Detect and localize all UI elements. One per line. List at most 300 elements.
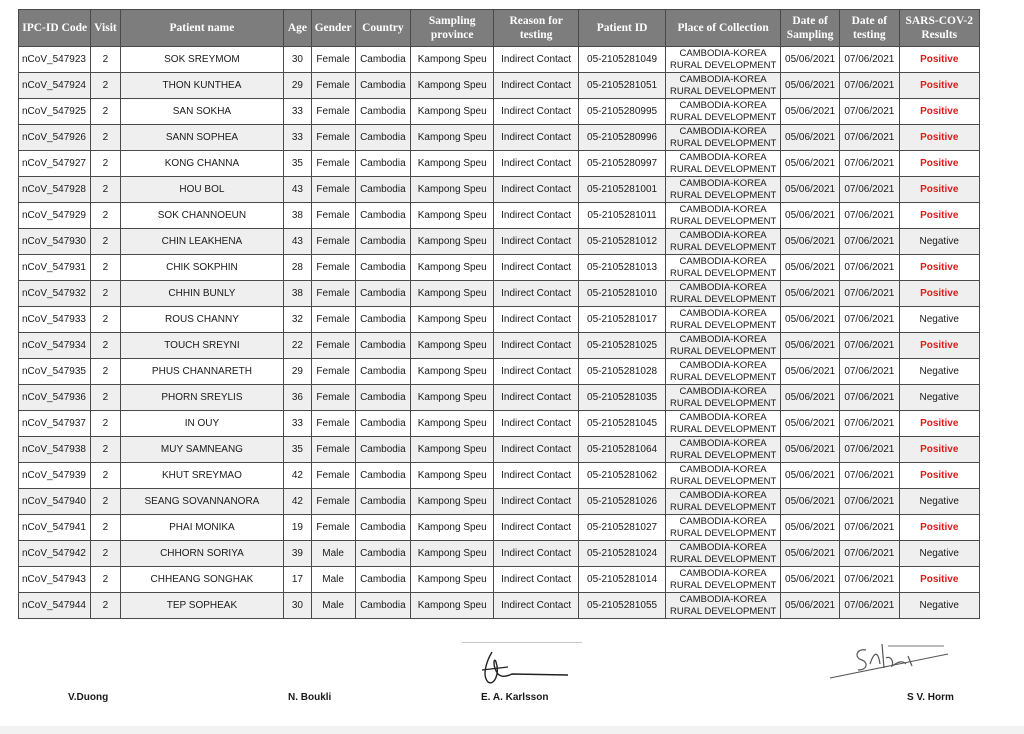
cell-place-line1: CAMBODIA-KOREA: [679, 100, 767, 111]
cell-place-line1: CAMBODIA-KOREA: [679, 308, 767, 319]
cell-date-sampling: 05/06/2021: [780, 333, 839, 359]
cell-date-sampling: 05/06/2021: [780, 489, 839, 515]
cell-reason: Indirect Contact: [494, 47, 578, 73]
cell-place-line2: RURAL DEVELOPMENT: [669, 580, 777, 591]
cell-place-line2: RURAL DEVELOPMENT: [669, 320, 777, 331]
cell-result: Negative: [899, 307, 980, 333]
cell-patient-name: PHUS CHANNARETH: [120, 359, 284, 385]
table-row: [19, 385, 980, 411]
cell-date-testing: 07/06/2021: [840, 541, 899, 567]
cell-date-sampling: 05/06/2021: [780, 411, 839, 437]
cell-result: Positive: [899, 151, 980, 177]
cell-patient-id: 05-2105281011: [578, 203, 665, 229]
cell-date-sampling: 05/06/2021: [780, 463, 839, 489]
cell-province: Kampong Speu: [411, 333, 494, 359]
cell-date-testing: 07/06/2021: [840, 125, 899, 151]
cell-country: Cambodia: [355, 255, 410, 281]
cell-province: Kampong Speu: [411, 541, 494, 567]
cell-visit: 2: [91, 125, 120, 151]
cell-gender: Female: [311, 515, 355, 541]
cell-place-line1: CAMBODIA-KOREA: [679, 568, 767, 579]
col-header-sampling-province: Sampling province: [411, 10, 494, 47]
cell-reason: Indirect Contact: [494, 99, 578, 125]
cell-gender: Female: [311, 47, 355, 73]
cell-patient-name: IN OUY: [120, 411, 284, 437]
cell-place-line1: CAMBODIA-KOREA: [679, 490, 767, 501]
cell-age: 22: [284, 333, 311, 359]
col-header-result: SARS-COV-2 Results: [899, 10, 980, 47]
cell-gender: Female: [311, 255, 355, 281]
cell-country: Cambodia: [355, 125, 410, 151]
cell-date-testing: 07/06/2021: [840, 177, 899, 203]
cell-age: 19: [284, 515, 311, 541]
cell-result: Positive: [899, 125, 980, 151]
cell-ipc-id: nCoV_547932: [19, 281, 91, 307]
cell-place-line1: CAMBODIA-KOREA: [679, 126, 767, 137]
cell-patient-id: 05-2105280997: [578, 151, 665, 177]
cell-reason: Indirect Contact: [494, 307, 578, 333]
cell-place-line2: RURAL DEVELOPMENT: [669, 372, 777, 383]
cell-place-line2: RURAL DEVELOPMENT: [669, 606, 777, 617]
cell-place: [666, 437, 781, 463]
col-header-date-sampling: Date of Sampling: [780, 10, 839, 47]
cell-place-line2: RURAL DEVELOPMENT: [669, 268, 777, 279]
cell-date-testing: 07/06/2021: [840, 411, 899, 437]
cell-gender: Female: [311, 177, 355, 203]
cell-gender: Male: [311, 567, 355, 593]
table-row: [19, 47, 980, 73]
cell-place-line1: CAMBODIA-KOREA: [679, 334, 767, 345]
cell-patient-id: 05-2105281017: [578, 307, 665, 333]
cell-visit: 2: [91, 99, 120, 125]
cell-gender: Female: [311, 489, 355, 515]
cell-patient-name: SEANG SOVANNANORA: [120, 489, 284, 515]
cell-visit: 2: [91, 385, 120, 411]
cell-place: [666, 47, 781, 73]
cell-visit: 2: [91, 437, 120, 463]
cell-province: Kampong Speu: [411, 437, 494, 463]
cell-place: [666, 593, 781, 619]
cell-ipc-id: nCoV_547925: [19, 99, 91, 125]
cell-date-testing: 07/06/2021: [840, 151, 899, 177]
cell-place-line2: RURAL DEVELOPMENT: [669, 346, 777, 357]
cell-result: Negative: [899, 541, 980, 567]
cell-place: [666, 177, 781, 203]
cell-ipc-id: nCoV_547940: [19, 489, 91, 515]
cell-place-line1: CAMBODIA-KOREA: [679, 48, 767, 59]
cell-patient-id: 05-2105281012: [578, 229, 665, 255]
cell-country: Cambodia: [355, 515, 410, 541]
cell-patient-name: CHHORN SORIYA: [120, 541, 284, 567]
table-row: [19, 515, 980, 541]
cell-place-line1: CAMBODIA-KOREA: [679, 152, 767, 163]
cell-result: Negative: [899, 385, 980, 411]
cell-country: Cambodia: [355, 359, 410, 385]
cell-patient-id: 05-2105280995: [578, 99, 665, 125]
cell-age: 42: [284, 489, 311, 515]
cell-country: Cambodia: [355, 411, 410, 437]
cell-place-line2: RURAL DEVELOPMENT: [669, 86, 777, 97]
cell-reason: Indirect Contact: [494, 515, 578, 541]
cell-place-line2: RURAL DEVELOPMENT: [669, 242, 777, 253]
cell-reason: Indirect Contact: [494, 489, 578, 515]
cell-place: [666, 73, 781, 99]
cell-age: 35: [284, 437, 311, 463]
col-header-age: Age: [284, 10, 311, 47]
cell-place: [666, 411, 781, 437]
cell-ipc-id: nCoV_547933: [19, 307, 91, 333]
cell-patient-id: 05-2105281049: [578, 47, 665, 73]
cell-date-testing: 07/06/2021: [840, 99, 899, 125]
cell-ipc-id: nCoV_547931: [19, 255, 91, 281]
cell-date-sampling: 05/06/2021: [780, 515, 839, 541]
results-table-container: [18, 9, 980, 619]
cell-place-line2: RURAL DEVELOPMENT: [669, 190, 777, 201]
cell-country: Cambodia: [355, 47, 410, 73]
cell-gender: Female: [311, 385, 355, 411]
cell-ipc-id: nCoV_547941: [19, 515, 91, 541]
cell-reason: Indirect Contact: [494, 281, 578, 307]
col-header-country: Country: [355, 10, 410, 47]
table-row: [19, 489, 980, 515]
signature-horm: [828, 638, 950, 680]
cell-date-testing: 07/06/2021: [840, 281, 899, 307]
cell-province: Kampong Speu: [411, 125, 494, 151]
cell-gender: Female: [311, 125, 355, 151]
cell-gender: Female: [311, 463, 355, 489]
table-header-row: [19, 10, 980, 47]
cell-province: Kampong Speu: [411, 47, 494, 73]
cell-date-sampling: 05/06/2021: [780, 73, 839, 99]
cell-visit: 2: [91, 359, 120, 385]
table-row: [19, 255, 980, 281]
cell-patient-name: TEP SOPHEAK: [120, 593, 284, 619]
table-row: [19, 359, 980, 385]
signer-name-duong: V.Duong: [68, 692, 109, 703]
cell-country: Cambodia: [355, 385, 410, 411]
cell-country: Cambodia: [355, 567, 410, 593]
cell-patient-name: SOK SREYMOM: [120, 47, 284, 73]
cell-patient-name: KONG CHANNA: [120, 151, 284, 177]
table-row: [19, 541, 980, 567]
cell-place: [666, 203, 781, 229]
cell-visit: 2: [91, 515, 120, 541]
cell-reason: Indirect Contact: [494, 541, 578, 567]
cell-patient-name: SOK CHANNOEUN: [120, 203, 284, 229]
cell-patient-name: CHIN LEAKHENA: [120, 229, 284, 255]
cell-country: Cambodia: [355, 203, 410, 229]
cell-place: [666, 255, 781, 281]
cell-ipc-id: nCoV_547944: [19, 593, 91, 619]
table-row: [19, 593, 980, 619]
cell-place-line1: CAMBODIA-KOREA: [679, 464, 767, 475]
table-row: [19, 463, 980, 489]
cell-place: [666, 515, 781, 541]
cell-result: Negative: [899, 229, 980, 255]
cell-province: Kampong Speu: [411, 203, 494, 229]
cell-result: Positive: [899, 177, 980, 203]
col-header-visit: Visit: [91, 10, 120, 47]
cell-place: [666, 463, 781, 489]
cell-place-line2: RURAL DEVELOPMENT: [669, 216, 777, 227]
table-row: [19, 333, 980, 359]
cell-place-line1: CAMBODIA-KOREA: [679, 74, 767, 85]
cell-country: Cambodia: [355, 229, 410, 255]
cell-patient-name: PHAI MONIKA: [120, 515, 284, 541]
cell-reason: Indirect Contact: [494, 463, 578, 489]
cell-visit: 2: [91, 73, 120, 99]
cell-age: 38: [284, 281, 311, 307]
cell-date-sampling: 05/06/2021: [780, 567, 839, 593]
cell-province: Kampong Speu: [411, 307, 494, 333]
cell-ipc-id: nCoV_547938: [19, 437, 91, 463]
cell-place-line2: RURAL DEVELOPMENT: [669, 164, 777, 175]
cell-age: 33: [284, 99, 311, 125]
cell-date-sampling: 05/06/2021: [780, 541, 839, 567]
signer-name-karlsson: E. A. Karlsson: [481, 692, 549, 703]
cell-ipc-id: nCoV_547930: [19, 229, 91, 255]
table-row: [19, 177, 980, 203]
cell-place-line1: CAMBODIA-KOREA: [679, 282, 767, 293]
table-row: [19, 437, 980, 463]
cell-province: Kampong Speu: [411, 593, 494, 619]
cell-ipc-id: nCoV_547924: [19, 73, 91, 99]
cell-date-testing: 07/06/2021: [840, 567, 899, 593]
results-table: [18, 9, 980, 619]
cell-country: Cambodia: [355, 99, 410, 125]
cell-province: Kampong Speu: [411, 151, 494, 177]
cell-patient-name: TOUCH SREYNI: [120, 333, 284, 359]
cell-visit: 2: [91, 333, 120, 359]
cell-patient-name: HOU BOL: [120, 177, 284, 203]
cell-place: [666, 151, 781, 177]
cell-visit: 2: [91, 489, 120, 515]
cell-patient-name: CHHEANG SONGHAK: [120, 567, 284, 593]
cell-date-sampling: 05/06/2021: [780, 177, 839, 203]
cell-place-line1: CAMBODIA-KOREA: [679, 594, 767, 605]
cell-age: 39: [284, 541, 311, 567]
cell-visit: 2: [91, 411, 120, 437]
col-header-gender: Gender: [311, 10, 355, 47]
cell-place-line1: CAMBODIA-KOREA: [679, 438, 767, 449]
cell-result: Negative: [899, 593, 980, 619]
cell-gender: Female: [311, 359, 355, 385]
cell-country: Cambodia: [355, 541, 410, 567]
cell-country: Cambodia: [355, 333, 410, 359]
signer-name-boukli: N. Boukli: [288, 692, 332, 703]
cell-date-testing: 07/06/2021: [840, 385, 899, 411]
cell-date-testing: 07/06/2021: [840, 307, 899, 333]
cell-gender: Female: [311, 411, 355, 437]
col-header-date-testing: Date of testing: [840, 10, 899, 47]
cell-date-sampling: 05/06/2021: [780, 359, 839, 385]
cell-country: Cambodia: [355, 307, 410, 333]
cell-place-line2: RURAL DEVELOPMENT: [669, 398, 777, 409]
cell-date-sampling: 05/06/2021: [780, 99, 839, 125]
cell-place: [666, 359, 781, 385]
cell-age: 36: [284, 385, 311, 411]
cell-place: [666, 385, 781, 411]
cell-date-testing: 07/06/2021: [840, 489, 899, 515]
cell-date-testing: 07/06/2021: [840, 437, 899, 463]
cell-place-line2: RURAL DEVELOPMENT: [669, 502, 777, 513]
cell-patient-id: 05-2105280996: [578, 125, 665, 151]
cell-province: Kampong Speu: [411, 515, 494, 541]
cell-gender: Male: [311, 541, 355, 567]
cell-reason: Indirect Contact: [494, 229, 578, 255]
col-header-reason: Reason for testing: [494, 10, 578, 47]
cell-patient-name: ROUS CHANNY: [120, 307, 284, 333]
cell-ipc-id: nCoV_547942: [19, 541, 91, 567]
cell-visit: 2: [91, 255, 120, 281]
cell-ipc-id: nCoV_547934: [19, 333, 91, 359]
cell-ipc-id: nCoV_547943: [19, 567, 91, 593]
cell-age: 38: [284, 203, 311, 229]
cell-patient-id: 05-2105281051: [578, 73, 665, 99]
cell-patient-id: 05-2105281025: [578, 333, 665, 359]
cell-place-line2: RURAL DEVELOPMENT: [669, 60, 777, 71]
cell-visit: 2: [91, 593, 120, 619]
cell-result: Positive: [899, 567, 980, 593]
cell-patient-name: KHUT SREYMAO: [120, 463, 284, 489]
cell-date-sampling: 05/06/2021: [780, 255, 839, 281]
table-row: [19, 567, 980, 593]
cell-result: Positive: [899, 47, 980, 73]
table-row: [19, 125, 980, 151]
cell-ipc-id: nCoV_547935: [19, 359, 91, 385]
cell-age: 17: [284, 567, 311, 593]
cell-ipc-id: nCoV_547937: [19, 411, 91, 437]
cell-age: 29: [284, 359, 311, 385]
table-row: [19, 151, 980, 177]
cell-province: Kampong Speu: [411, 281, 494, 307]
table-row: [19, 281, 980, 307]
table-row: [19, 307, 980, 333]
cell-gender: Female: [311, 333, 355, 359]
cell-country: Cambodia: [355, 281, 410, 307]
cell-date-testing: 07/06/2021: [840, 73, 899, 99]
cell-place-line2: RURAL DEVELOPMENT: [669, 294, 777, 305]
col-header-patient-id: Patient ID: [578, 10, 665, 47]
cell-place-line2: RURAL DEVELOPMENT: [669, 450, 777, 461]
cell-reason: Indirect Contact: [494, 151, 578, 177]
cell-patient-id: 05-2105281026: [578, 489, 665, 515]
cell-country: Cambodia: [355, 489, 410, 515]
cell-visit: 2: [91, 567, 120, 593]
cell-patient-id: 05-2105281001: [578, 177, 665, 203]
cell-province: Kampong Speu: [411, 99, 494, 125]
cell-patient-id: 05-2105281010: [578, 281, 665, 307]
cell-visit: 2: [91, 463, 120, 489]
cell-age: 32: [284, 307, 311, 333]
cell-age: 43: [284, 177, 311, 203]
cell-visit: 2: [91, 307, 120, 333]
cell-ipc-id: nCoV_547928: [19, 177, 91, 203]
cell-ipc-id: nCoV_547927: [19, 151, 91, 177]
cell-result: Negative: [899, 359, 980, 385]
table-row: [19, 411, 980, 437]
cell-place-line1: CAMBODIA-KOREA: [679, 256, 767, 267]
cell-visit: 2: [91, 177, 120, 203]
table-row: [19, 73, 980, 99]
cell-result: Positive: [899, 463, 980, 489]
cell-patient-id: 05-2105281013: [578, 255, 665, 281]
cell-reason: Indirect Contact: [494, 359, 578, 385]
cell-reason: Indirect Contact: [494, 203, 578, 229]
cell-country: Cambodia: [355, 437, 410, 463]
cell-province: Kampong Speu: [411, 359, 494, 385]
cell-reason: Indirect Contact: [494, 73, 578, 99]
cell-visit: 2: [91, 203, 120, 229]
cell-place: [666, 567, 781, 593]
cell-age: 29: [284, 73, 311, 99]
cell-reason: Indirect Contact: [494, 255, 578, 281]
cell-country: Cambodia: [355, 593, 410, 619]
signer-name-horm: S V. Horm: [907, 692, 954, 703]
cell-result: Positive: [899, 203, 980, 229]
cell-place-line1: CAMBODIA-KOREA: [679, 230, 767, 241]
table-row: [19, 229, 980, 255]
cell-patient-id: 05-2105281035: [578, 385, 665, 411]
cell-province: Kampong Speu: [411, 463, 494, 489]
cell-age: 33: [284, 125, 311, 151]
footer-band: [0, 726, 1024, 734]
cell-ipc-id: nCoV_547926: [19, 125, 91, 151]
table-row: [19, 99, 980, 125]
cell-gender: Female: [311, 437, 355, 463]
cell-province: Kampong Speu: [411, 489, 494, 515]
cell-result: Positive: [899, 99, 980, 125]
col-header-ipc-id: IPC-ID Code: [19, 10, 91, 47]
cell-age: 42: [284, 463, 311, 489]
cell-patient-id: 05-2105281027: [578, 515, 665, 541]
cell-date-testing: 07/06/2021: [840, 515, 899, 541]
cell-patient-id: 05-2105281064: [578, 437, 665, 463]
cell-patient-name: THON KUNTHEA: [120, 73, 284, 99]
signature-karlsson: [478, 648, 570, 688]
cell-patient-id: 05-2105281028: [578, 359, 665, 385]
cell-ipc-id: nCoV_547936: [19, 385, 91, 411]
cell-date-sampling: 05/06/2021: [780, 203, 839, 229]
cell-result: Positive: [899, 437, 980, 463]
cell-province: Kampong Speu: [411, 385, 494, 411]
cell-date-sampling: 05/06/2021: [780, 229, 839, 255]
cell-gender: Female: [311, 229, 355, 255]
cell-place-line1: CAMBODIA-KOREA: [679, 412, 767, 423]
cell-place-line2: RURAL DEVELOPMENT: [669, 476, 777, 487]
cell-patient-id: 05-2105281045: [578, 411, 665, 437]
cell-place: [666, 281, 781, 307]
cell-reason: Indirect Contact: [494, 385, 578, 411]
cell-ipc-id: nCoV_547939: [19, 463, 91, 489]
cell-visit: 2: [91, 541, 120, 567]
cell-date-sampling: 05/06/2021: [780, 151, 839, 177]
cell-place-line1: CAMBODIA-KOREA: [679, 542, 767, 553]
cell-patient-name: MUY SAMNEANG: [120, 437, 284, 463]
cell-gender: Female: [311, 281, 355, 307]
signature-area: [0, 630, 1024, 720]
cell-date-testing: 07/06/2021: [840, 463, 899, 489]
cell-province: Kampong Speu: [411, 177, 494, 203]
cell-age: 33: [284, 411, 311, 437]
cell-date-sampling: 05/06/2021: [780, 437, 839, 463]
cell-place-line1: CAMBODIA-KOREA: [679, 178, 767, 189]
cell-place-line1: CAMBODIA-KOREA: [679, 360, 767, 371]
cell-place: [666, 541, 781, 567]
cell-province: Kampong Speu: [411, 567, 494, 593]
cell-date-testing: 07/06/2021: [840, 229, 899, 255]
cell-patient-name: SANN SOPHEA: [120, 125, 284, 151]
